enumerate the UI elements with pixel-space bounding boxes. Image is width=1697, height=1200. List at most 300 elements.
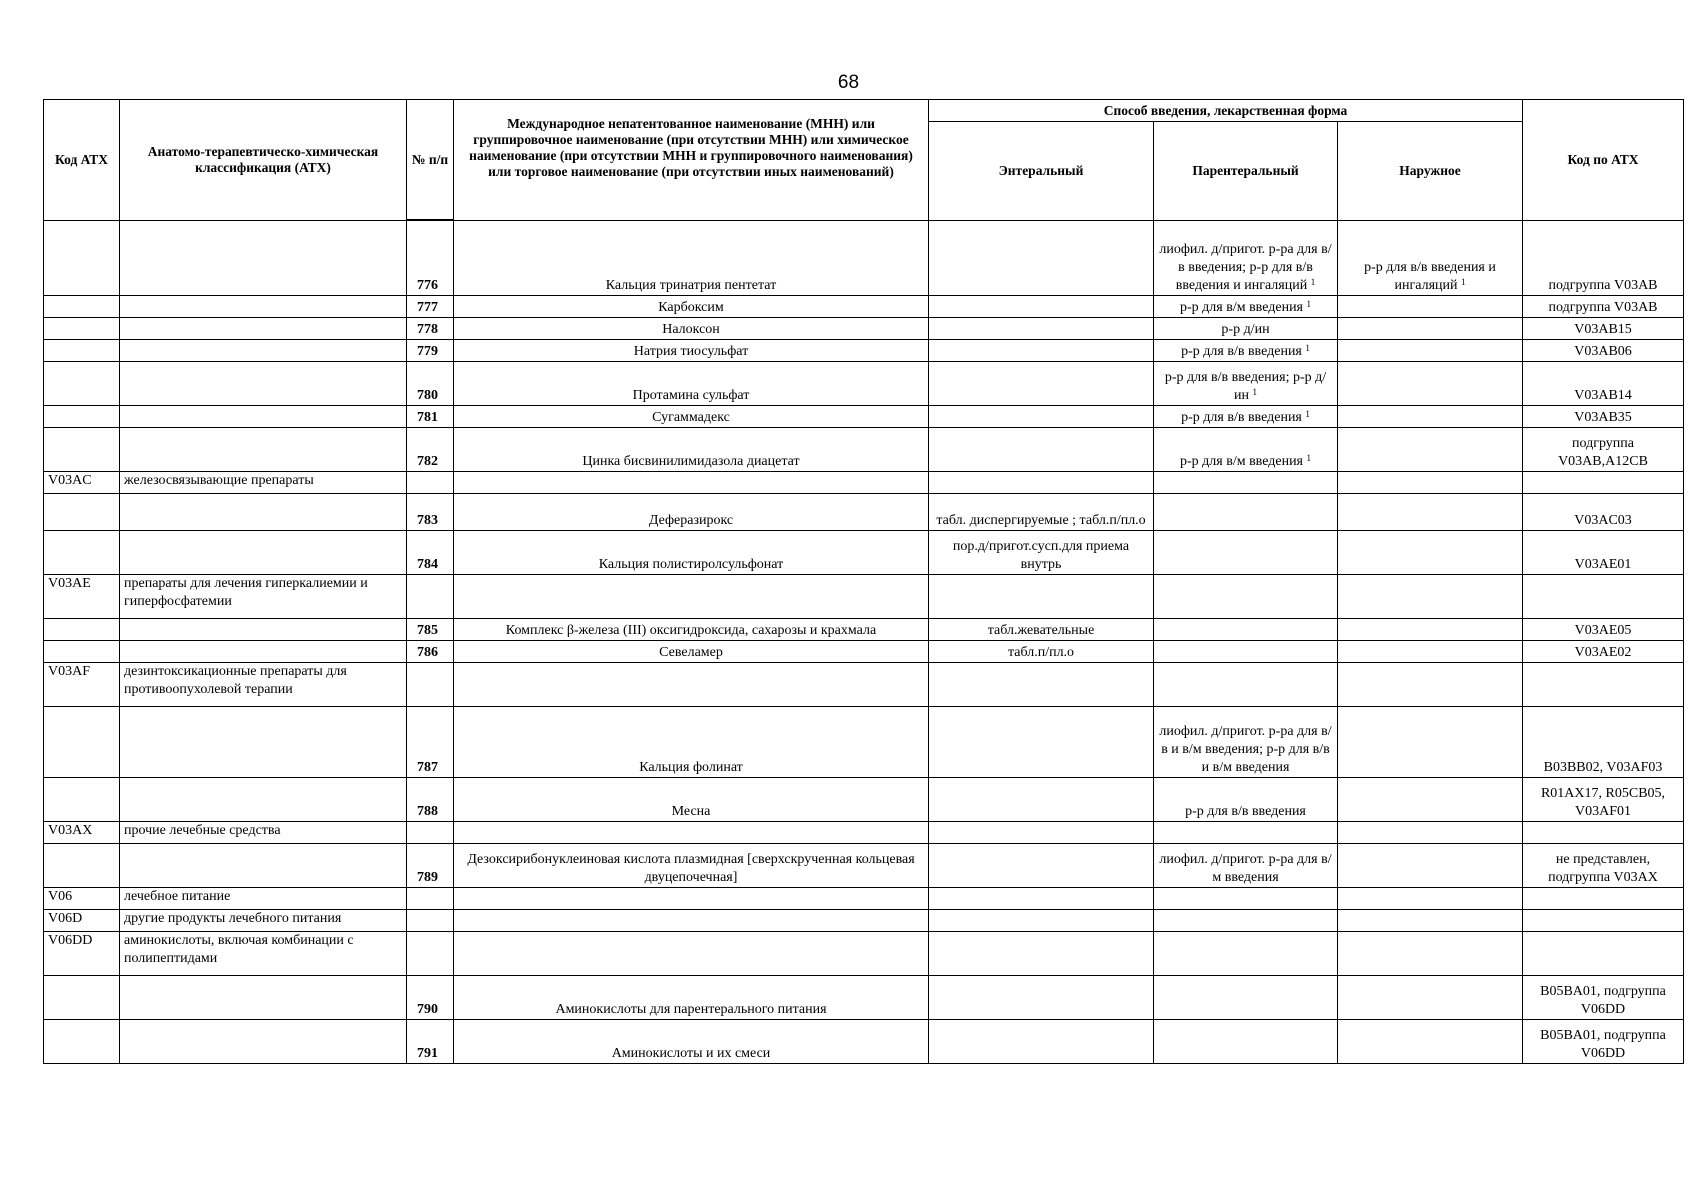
enteral-form-cell [929,778,1154,822]
drug-name-cell [454,932,929,976]
atx-code: B05BA01, подгруппа V06DD [1540,1028,1666,1061]
drug-name-cell [454,362,929,406]
table-row [44,296,1684,318]
table-row [44,575,1684,619]
table-row [44,428,1684,472]
enteral-form: пор.д/пригот.сусп.для приема внутрь [952,539,1130,572]
drug-name: Налоксон [662,322,720,337]
atx-group-code: V03AE [48,576,91,591]
header-parenteral: Парентеральный [1154,122,1338,221]
external-form-cell [1338,778,1523,822]
drug-name: Кальция фолинат [639,760,743,775]
atx-group-code-cell [44,472,120,494]
row-number-cell [407,1020,454,1064]
table-row [44,1020,1684,1064]
enteral-form-cell [929,844,1154,888]
table-body [44,221,1684,1064]
atx-code-cell [1523,822,1684,844]
parenteral-form-cell [1154,428,1338,472]
enteral-form-cell [929,641,1154,663]
drug-name-cell [454,221,929,296]
drug-name: Сугаммадекс [652,410,730,425]
atx-code: V03AB15 [1574,322,1632,337]
parenteral-form-cell [1154,340,1338,362]
row-number-cell [407,575,454,619]
enteral-form-cell [929,406,1154,428]
table-row [44,531,1684,575]
atx-group-name-cell [120,472,407,494]
parenteral-form-cell [1154,641,1338,663]
parenteral-form: лиофил. д/пригот. р-ра для в/м введения [1159,852,1332,885]
atx-code: B05BA01, подгруппа V06DD [1540,984,1666,1017]
row-number: 783 [417,513,438,528]
external-form-cell [1338,910,1523,932]
atx-code-cell [1523,362,1684,406]
atx-group-code-cell [44,619,120,641]
enteral-form-cell [929,221,1154,296]
atx-group-name: дезинтоксикационные препараты для противоопухолевой терапии [124,664,347,697]
footnote-marker: 1 [1310,277,1316,287]
drug-name: Протамина сульфат [632,388,750,403]
atx-group-code-cell [44,318,120,340]
external-form: р-р для в/в введения и ингаляций [1364,260,1496,293]
parenteral-form-cell [1154,619,1338,641]
drug-name: Севеламер [659,645,723,660]
row-number-cell [407,221,454,296]
atx-code: R01AX17, R05CB05, V03AF01 [1540,786,1666,819]
drug-name: Аминокислоты для парентерального питания [555,1002,827,1017]
atx-code-cell [1523,707,1684,778]
parenteral-form-cell [1154,494,1338,531]
row-number-cell [407,340,454,362]
atx-group-code-cell [44,641,120,663]
parenteral-form: р-р для в/м введения [1180,300,1303,315]
atx-group-code-cell [44,976,120,1020]
drug-name: Аминокислоты и их смеси [611,1046,771,1061]
row-number-cell [407,472,454,494]
parenteral-form: лиофил. д/пригот. р-ра для в/в и в/м введения; р-р для в/в и в/м введения [1159,724,1332,775]
external-form-cell [1338,976,1523,1020]
atx-group-code-cell [44,362,120,406]
atx-group-name: аминокислоты, включая комбинации с полипептидами [124,933,354,966]
external-form-cell [1338,406,1523,428]
table-row [44,641,1684,663]
atx-group-name: лечебное питание [124,889,231,904]
drug-name-cell [454,406,929,428]
table-row [44,494,1684,531]
drug-name: Дезоксирибонуклеиновая кислота плазмидная [сверхскрученная кольцевая двуцепочечная] [467,852,915,885]
row-number-cell [407,296,454,318]
row-number: 778 [417,322,438,337]
atx-group-name-cell [120,296,407,318]
enteral-form-cell [929,822,1154,844]
drug-name-cell [454,663,929,707]
atx-group-name-cell [120,707,407,778]
atx-group-name-cell [120,494,407,531]
row-number: 788 [417,804,438,819]
atx-group-code-cell [44,406,120,428]
enteral-form-cell [929,619,1154,641]
enteral-form-cell [929,318,1154,340]
row-number: 787 [417,760,438,775]
atx-code-cell [1523,641,1684,663]
external-form-cell [1338,822,1523,844]
atx-group-code-cell [44,575,120,619]
table-row [44,976,1684,1020]
atx-group-code-cell [44,1020,120,1064]
drug-name: Месна [671,804,711,819]
table-row [44,318,1684,340]
row-number-cell [407,619,454,641]
row-number-cell [407,844,454,888]
enteral-form-cell [929,888,1154,910]
atx-group-name-cell [120,910,407,932]
parenteral-form-cell [1154,844,1338,888]
parenteral-form-cell [1154,888,1338,910]
row-number: 780 [417,388,438,403]
atx-group-name-cell [120,575,407,619]
atx-code: V03AB14 [1574,388,1632,403]
table-row [44,932,1684,976]
drug-table [43,99,1684,1064]
row-number: 782 [417,454,438,469]
parenteral-form-cell [1154,932,1338,976]
drug-name-cell [454,575,929,619]
row-number-cell [407,494,454,531]
atx-group-code: V06 [48,889,73,904]
table-row [44,778,1684,822]
external-form-cell [1338,362,1523,406]
atx-code-cell [1523,778,1684,822]
external-form-cell [1338,663,1523,707]
atx-group-name-cell [120,406,407,428]
row-number: 791 [417,1046,438,1061]
atx-group-code: V06DD [48,933,93,948]
atx-group-code-cell [44,707,120,778]
header-code: Код АТХ [44,100,120,221]
atx-code-cell [1523,472,1684,494]
row-number: 781 [417,410,438,425]
external-form-cell [1338,221,1523,296]
atx-group-code-cell [44,494,120,531]
parenteral-form: лиофил. д/пригот. р-ра для в/в введения; р-р для в/в введения и ингаляций [1159,242,1332,293]
drug-name: Карбоксим [658,300,724,315]
enteral-form-cell [929,494,1154,531]
atx-group-name: препараты для лечения гиперкалиемии и гиперфосфатемии [124,576,368,609]
atx-group-code-cell [44,910,120,932]
drug-name: Комплекс β-железа (III) оксигидроксида, сахарозы и крахмала [505,623,877,638]
row-number-cell [407,707,454,778]
atx-code-cell [1523,910,1684,932]
parenteral-form-cell [1154,910,1338,932]
atx-group-code: V06D [48,911,83,926]
external-form-cell [1338,575,1523,619]
enteral-form-cell [929,910,1154,932]
atx-group-name-cell [120,932,407,976]
table-row [44,822,1684,844]
atx-code-cell [1523,340,1684,362]
parenteral-form-cell [1154,575,1338,619]
atx-code-cell [1523,844,1684,888]
atx-group-code-cell [44,888,120,910]
footnote-marker: 1 [1305,343,1310,353]
enteral-form-cell [929,362,1154,406]
enteral-form-cell [929,1020,1154,1064]
atx-group-code-cell [44,932,120,976]
atx-group-code-cell [44,221,120,296]
parenteral-form: р-р для в/в введения [1181,344,1302,359]
atx-code-cell [1523,663,1684,707]
row-number-cell [407,778,454,822]
drug-name-cell [454,707,929,778]
atx-group-name-cell [120,976,407,1020]
atx-group-name-cell [120,619,407,641]
header-external: Наружное [1338,122,1523,221]
header-number: № п/п [407,100,454,220]
atx-code-cell [1523,888,1684,910]
parenteral-form-cell [1154,472,1338,494]
drug-name: Кальция полистиролсульфонат [598,557,784,572]
atx-code: подгруппа V03AB [1548,278,1658,293]
parenteral-form-cell [1154,707,1338,778]
drug-name-cell [454,778,929,822]
header-enteral: Энтеральный [929,122,1154,221]
drug-name: Кальция тринатрия пентетат [605,278,777,293]
atx-group-code-cell [44,663,120,707]
atx-code-cell [1523,494,1684,531]
atx-group-name-cell [120,1020,407,1064]
atx-code: V03AE01 [1574,557,1632,572]
drug-name-cell [454,910,929,932]
header-classification: Анатомо-терапевтическо-химическая классификация (АТХ) [120,100,407,221]
external-form-cell [1338,619,1523,641]
atx-group-name: железосвязывающие препараты [124,473,314,488]
row-number-cell [407,822,454,844]
row-number: 784 [417,557,438,572]
table-row [44,362,1684,406]
header-atx-code: Код по АТХ [1523,100,1684,221]
header-route-group: Способ введения, лекарственная форма [929,100,1523,122]
footnote-marker: 1 [1460,277,1466,287]
parenteral-form-cell [1154,778,1338,822]
parenteral-form-cell [1154,1020,1338,1064]
atx-code: B03BB02, V03AF03 [1543,760,1663,775]
drug-name-cell [454,619,929,641]
footnote-marker: 1 [1305,409,1310,419]
atx-code-cell [1523,406,1684,428]
atx-group-code-cell [44,340,120,362]
drug-name: Натрия тиосульфат [633,344,749,359]
atx-group-code-cell [44,428,120,472]
drug-name-cell [454,318,929,340]
parenteral-form: р-р д/ин [1221,322,1270,337]
atx-group-name-cell [120,221,407,296]
row-number-cell [407,910,454,932]
external-form-cell [1338,340,1523,362]
external-form-cell [1338,888,1523,910]
drug-name: Цинка бисвинилимидазола диацетат [582,454,800,469]
drug-name-cell [454,641,929,663]
drug-name-cell [454,844,929,888]
atx-group-name-cell [120,641,407,663]
external-form-cell [1338,428,1523,472]
external-form-cell [1338,531,1523,575]
atx-group-name-cell [120,663,407,707]
enteral-form-cell [929,296,1154,318]
external-form-cell [1338,472,1523,494]
parenteral-form-cell [1154,318,1338,340]
table-row [44,888,1684,910]
row-number: 786 [417,645,438,660]
row-number-cell [407,641,454,663]
external-form-cell [1338,844,1523,888]
parenteral-form: р-р для в/м введения [1180,454,1303,469]
atx-group-code: V03AF [48,664,91,679]
atx-code-cell [1523,1020,1684,1064]
drug-name-cell [454,428,929,472]
drug-name-cell [454,472,929,494]
parenteral-form: р-р для в/в введения [1185,804,1306,819]
row-number-cell [407,976,454,1020]
table-row [44,340,1684,362]
parenteral-form-cell [1154,976,1338,1020]
atx-code: V03AB06 [1574,344,1632,359]
row-number-cell [407,932,454,976]
atx-code-cell [1523,531,1684,575]
atx-group-code: V03AC [48,473,92,488]
atx-group-code-cell [44,822,120,844]
atx-code: V03AC03 [1574,513,1632,528]
atx-code-cell [1523,619,1684,641]
atx-group-name-cell [120,778,407,822]
parenteral-form-cell [1154,531,1338,575]
external-form-cell [1338,494,1523,531]
enteral-form: табл.жевательные [987,623,1095,638]
parenteral-form-cell [1154,663,1338,707]
row-number-cell [407,362,454,406]
atx-code: V03AE05 [1574,623,1632,638]
atx-code-cell [1523,318,1684,340]
table-row [44,472,1684,494]
enteral-form-cell [929,707,1154,778]
enteral-form-cell [929,472,1154,494]
page-number: 68 [837,72,860,93]
enteral-form: табл. диспергируемые ; табл.п/пл.о [936,513,1146,528]
parenteral-form-cell [1154,362,1338,406]
atx-group-name-cell [120,822,407,844]
table-row [44,663,1684,707]
row-number: 785 [417,623,438,638]
atx-group-code: V03AX [48,823,93,838]
row-number-cell [407,318,454,340]
atx-group-code-cell [44,531,120,575]
table-row [44,619,1684,641]
drug-name-cell [454,822,929,844]
enteral-form: табл.п/пл.о [1007,645,1075,660]
atx-code-cell [1523,976,1684,1020]
external-form-cell [1338,296,1523,318]
table-row [44,707,1684,778]
atx-group-name-cell [120,531,407,575]
drug-name-cell [454,976,929,1020]
drug-name-cell [454,494,929,531]
atx-code-cell [1523,575,1684,619]
atx-code: V03AB35 [1574,410,1632,425]
footnote-marker: 1 [1252,387,1257,397]
footnote-marker: 1 [1306,299,1311,309]
atx-code-cell [1523,932,1684,976]
table-row [44,221,1684,296]
enteral-form-cell [929,428,1154,472]
atx-code: V03AE02 [1574,645,1632,660]
row-number-cell [407,428,454,472]
enteral-form-cell [929,976,1154,1020]
atx-group-name-cell [120,318,407,340]
atx-group-name: прочие лечебные средства [124,823,281,838]
row-number-cell [407,531,454,575]
atx-code-cell [1523,296,1684,318]
atx-code-cell [1523,221,1684,296]
atx-code: не представлен, подгруппа V03AX [1548,852,1658,885]
parenteral-form: р-р для в/в введения [1181,410,1302,425]
atx-code-cell [1523,428,1684,472]
external-form-cell [1338,1020,1523,1064]
row-number: 789 [417,870,438,885]
atx-code: подгруппа V03AB [1548,300,1658,315]
row-number: 777 [417,300,438,315]
enteral-form-cell [929,663,1154,707]
footnote-marker: 1 [1306,453,1311,463]
table-row [44,844,1684,888]
drug-name-cell [454,296,929,318]
row-number: 779 [417,344,438,359]
drug-name: Деферазирокс [648,513,734,528]
row-number: 790 [417,1002,438,1017]
atx-group-name-cell [120,844,407,888]
row-number-cell [407,663,454,707]
atx-group-code-cell [44,296,120,318]
row-number-cell [407,406,454,428]
table-row [44,910,1684,932]
header-name: Международное непатентованное наименование (МНН) или группировочное наименование (при отсутствии МНН) или химическое наименование (при отсутствии МНН и группировочного наименования) или торговое наименование (при отсутствии иных наименований) [454,100,929,221]
external-form-cell [1338,641,1523,663]
drug-name-cell [454,531,929,575]
atx-group-name: другие продукты лечебного питания [124,911,342,926]
atx-group-name-cell [120,340,407,362]
table-row [44,406,1684,428]
enteral-form-cell [929,340,1154,362]
row-number-cell [407,888,454,910]
atx-group-name-cell [120,888,407,910]
row-number: 776 [417,278,438,293]
parenteral-form: р-р для в/в введения; р-р д/ин [1164,370,1327,403]
atx-group-code-cell [44,778,120,822]
enteral-form-cell [929,531,1154,575]
drug-name-cell [454,340,929,362]
parenteral-form-cell [1154,296,1338,318]
external-form-cell [1338,318,1523,340]
parenteral-form-cell [1154,822,1338,844]
atx-group-name-cell [120,362,407,406]
atx-group-code-cell [44,844,120,888]
enteral-form-cell [929,932,1154,976]
parenteral-form-cell [1154,406,1338,428]
atx-group-name-cell [120,428,407,472]
drug-name-cell [454,1020,929,1064]
enteral-form-cell [929,575,1154,619]
external-form-cell [1338,932,1523,976]
drug-name-cell [454,888,929,910]
